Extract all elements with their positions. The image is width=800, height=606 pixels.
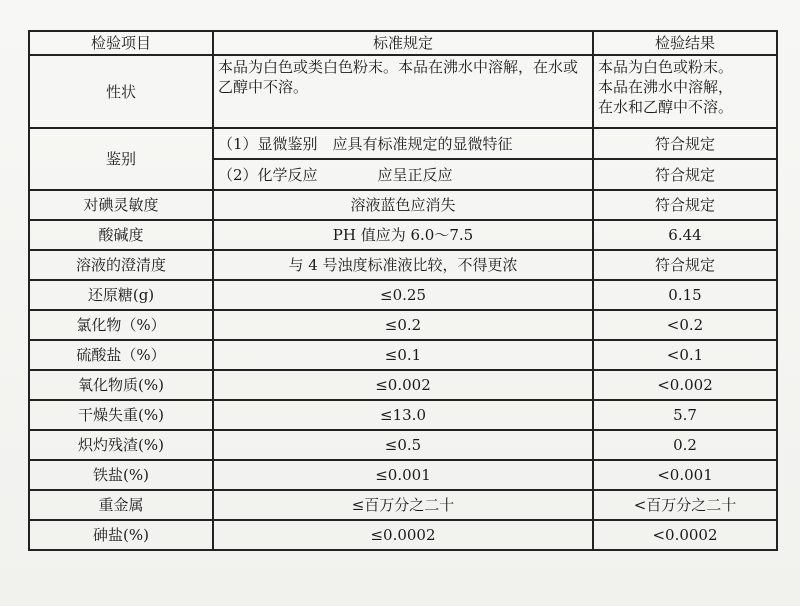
row-standard: ≤0.1 [213, 340, 593, 370]
row-item: 炽灼残渣(%) [29, 430, 213, 460]
row-item: 对碘灵敏度 [29, 190, 213, 220]
row-standard: ≤0.0002 [213, 520, 593, 550]
header-result: 检验结果 [593, 31, 777, 55]
header-item: 检验项目 [29, 31, 213, 55]
row-item: 还原糖(g) [29, 280, 213, 310]
identification-result-2: 符合规定 [593, 159, 777, 190]
row-result: <0.001 [593, 460, 777, 490]
row-result: <0.2 [593, 310, 777, 340]
row-result: 符合规定 [593, 250, 777, 280]
description-standard: 本品为白色或类白色粉末。本品在沸水中溶解，在水或乙醇中不溶。 [213, 55, 593, 128]
table-row [29, 400, 777, 430]
identification-result-1: 符合规定 [593, 128, 777, 159]
description-result: 本品为白色或粉末。 本品在沸水中溶解， 在水和乙醇中不溶。 [593, 55, 777, 128]
description-item: 性状 [29, 55, 213, 128]
table-row [29, 280, 777, 310]
row-standard: ≤百万分之二十 [213, 490, 593, 520]
row-standard: ≤0.001 [213, 460, 593, 490]
row-item: 干燥失重(%) [29, 400, 213, 430]
table-row [29, 490, 777, 520]
row-result: 0.15 [593, 280, 777, 310]
row-standard: ≤0.25 [213, 280, 593, 310]
row-result: <0.1 [593, 340, 777, 370]
table-row [29, 430, 777, 460]
row-result: 5.7 [593, 400, 777, 430]
row-standard: ≤0.2 [213, 310, 593, 340]
row-standard: 溶液蓝色应消失 [213, 190, 593, 220]
row-result: 0.2 [593, 430, 777, 460]
row-item: 氯化物（%） [29, 310, 213, 340]
table-row [29, 220, 777, 250]
table-row [29, 520, 777, 550]
table-row-description [29, 55, 777, 128]
table-row [29, 370, 777, 400]
table-row [29, 190, 777, 220]
table-header-row [29, 31, 777, 55]
table-row [29, 460, 777, 490]
identification-standard-1: （1）显微鉴别 应具有标准规定的显微特征 [213, 128, 593, 159]
row-standard: ≤0.002 [213, 370, 593, 400]
row-result: <0.0002 [593, 520, 777, 550]
row-item: 氧化物质(%) [29, 370, 213, 400]
row-item: 砷盐(%) [29, 520, 213, 550]
table-row-identification-1 [29, 128, 777, 159]
table-row [29, 310, 777, 340]
row-result: <0.002 [593, 370, 777, 400]
row-standard: PH 值应为 6.0～7.5 [213, 220, 593, 250]
row-standard: ≤0.5 [213, 430, 593, 460]
inspection-table [28, 30, 778, 551]
header-standard: 标准规定 [213, 31, 593, 55]
table-row [29, 250, 777, 280]
table-row [29, 340, 777, 370]
row-result: 6.44 [593, 220, 777, 250]
identification-item: 鉴别 [29, 128, 213, 190]
row-item: 铁盐(%) [29, 460, 213, 490]
row-item: 酸碱度 [29, 220, 213, 250]
row-item: 硫酸盐（%） [29, 340, 213, 370]
row-standard: 与 4 号浊度标准液比较，不得更浓 [213, 250, 593, 280]
identification-standard-2: （2）化学反应 应呈正反应 [213, 159, 593, 190]
row-result: <百万分之二十 [593, 490, 777, 520]
row-item: 重金属 [29, 490, 213, 520]
row-result: 符合规定 [593, 190, 777, 220]
row-item: 溶液的澄清度 [29, 250, 213, 280]
row-standard: ≤13.0 [213, 400, 593, 430]
